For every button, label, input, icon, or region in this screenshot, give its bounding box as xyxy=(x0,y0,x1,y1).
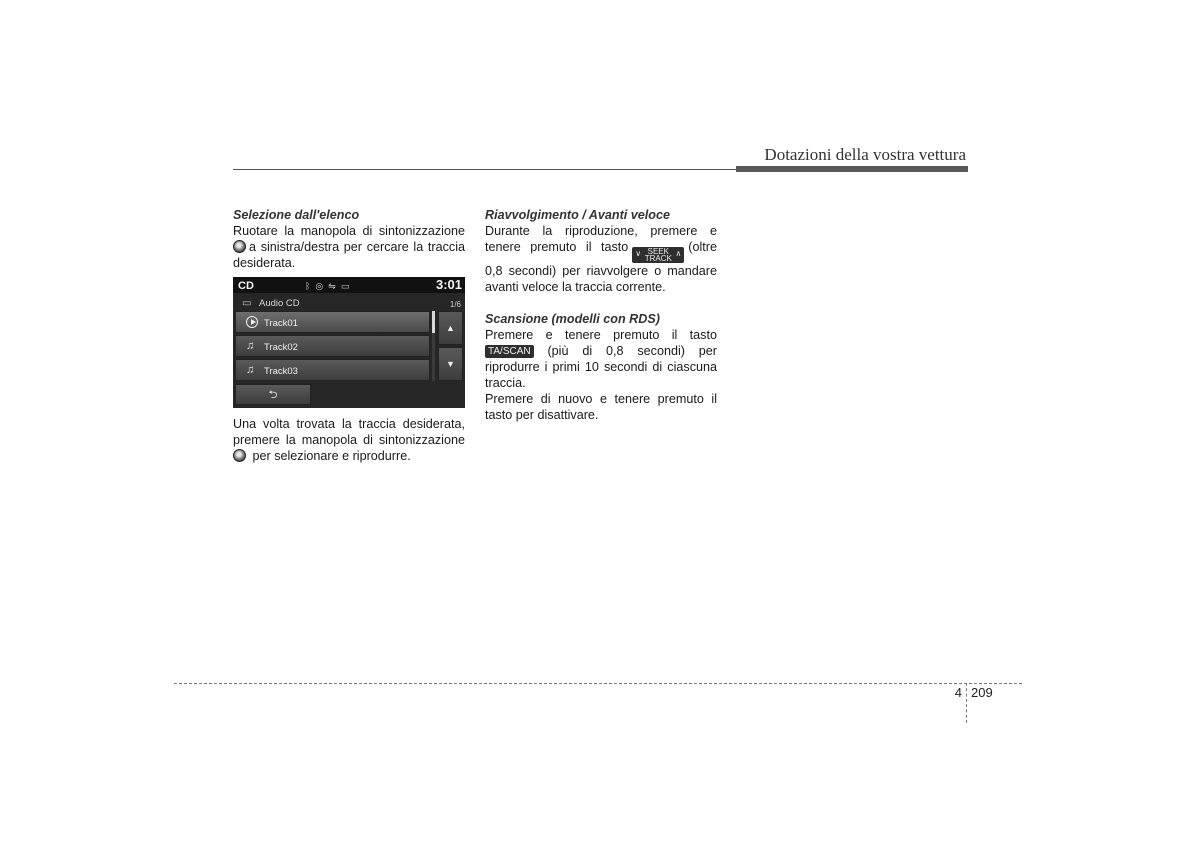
scroll-down-button[interactable] xyxy=(438,347,463,381)
chevron-down-icon: ∨ xyxy=(635,249,642,258)
paragraph-list-intro xyxy=(233,223,465,271)
paragraph-text: (oltre 0,8 secondi) per riavvolgere o mandare avanti veloce la traccia corrente. xyxy=(485,240,717,294)
paragraph-text: a sinistra/destra per cercare la traccia desiderata. xyxy=(233,240,465,270)
screen-status-bar xyxy=(233,277,465,293)
running-header: Dotazioni della vostra vettura xyxy=(764,145,966,164)
tune-knob-icon xyxy=(233,449,246,462)
back-arrow-icon: ⮌ xyxy=(268,388,278,401)
footer-divider xyxy=(966,683,967,723)
track-item-2[interactable] xyxy=(235,335,430,357)
aux-icon: ▭ xyxy=(340,281,355,291)
page-indicator: 1/6 xyxy=(449,300,461,309)
folder-row xyxy=(233,294,465,309)
section-title-fast-forward: Riavvolgimento / Avanti veloce xyxy=(485,208,670,222)
triangle-down-icon: ▼ xyxy=(446,359,455,369)
header-bar xyxy=(736,166,968,172)
track-list-scrollbar[interactable] xyxy=(432,311,435,381)
track-label: Track02 xyxy=(264,342,298,353)
bluetooth-icon: ᛒ xyxy=(305,281,316,291)
triangle-up-icon: ▲ xyxy=(446,323,455,333)
folder-icon: ▭ xyxy=(242,298,252,309)
track-label: Track03 xyxy=(264,366,298,377)
key-label-top: SEEK xyxy=(647,247,669,256)
scroll-up-button[interactable] xyxy=(438,311,463,345)
track-item-1[interactable] xyxy=(235,311,430,333)
column-left xyxy=(233,207,465,464)
seek-track-key xyxy=(632,247,684,263)
track-item-3[interactable] xyxy=(235,359,430,381)
paragraph-text: per selezionare e riprodurre. xyxy=(252,449,411,463)
paragraph-text: Ruotare la manopola di sintonizzazione xyxy=(233,224,465,238)
paragraph-list-outro xyxy=(233,416,465,464)
chapter-number: 4 xyxy=(954,685,962,700)
section-title-scan: Scansione (modelli con RDS) xyxy=(485,312,660,326)
folder-name: Audio CD xyxy=(259,298,300,309)
paragraph-text: (più di 0,8 secondi) per riprodurre i primi 10 secondi di ciascuna traccia. xyxy=(485,344,718,390)
cd-track-list-screen xyxy=(233,277,465,408)
tune-knob-icon xyxy=(233,240,246,253)
disc-icon: ◎ xyxy=(315,281,329,291)
play-icon xyxy=(246,316,258,328)
scrollbar-thumb[interactable] xyxy=(432,311,435,333)
paragraph-fast-forward xyxy=(485,223,717,295)
column-right xyxy=(485,207,717,423)
paragraph-scan-disable: Premere di nuovo e tenere premuto il tasto per disattivare. xyxy=(485,392,717,422)
key-label-bottom: TRACK xyxy=(644,254,672,263)
paragraph-text: Premere e tenere premuto il tasto xyxy=(485,328,717,342)
section-title-list-selection: Selezione dall'elenco xyxy=(233,208,360,222)
music-note-icon: ♫ xyxy=(246,340,255,352)
footer-rule xyxy=(174,683,1022,684)
back-button[interactable] xyxy=(235,384,311,405)
paragraph-scan xyxy=(485,327,717,391)
header-rule xyxy=(233,169,736,170)
page-number: 209 xyxy=(971,685,993,700)
chevron-up-icon: ∧ xyxy=(675,249,682,258)
usb-icon: ⇋ xyxy=(328,281,341,291)
music-note-icon: ♫ xyxy=(246,364,255,376)
track-label: Track01 xyxy=(264,318,298,329)
source-label: CD xyxy=(238,280,254,292)
clock: 3:01 xyxy=(435,277,462,292)
paragraph-text: Una volta trovata la traccia desiderata, premere la manopola di sintonizzazione xyxy=(233,417,465,447)
paragraph-text: Durante la riproduzione, premere e tenere premuto il tasto xyxy=(485,224,717,254)
ta-scan-key: TA/SCAN xyxy=(485,345,534,358)
status-icons xyxy=(305,278,354,294)
